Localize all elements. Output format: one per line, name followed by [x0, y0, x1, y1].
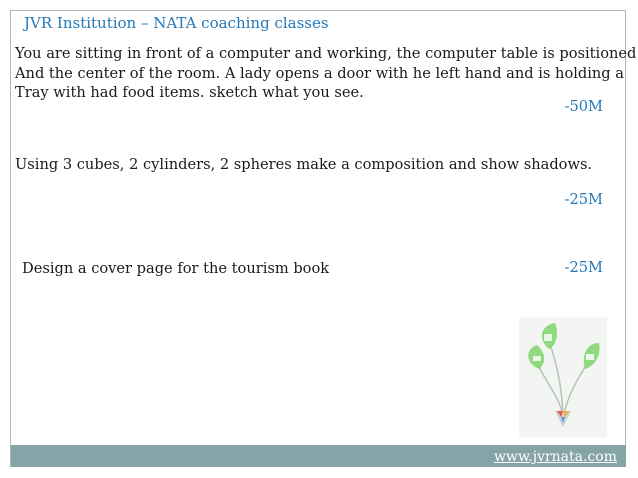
question-1: [15, 44, 636, 103]
plant-sprout-logo-icon: [519, 317, 607, 437]
question-1-line: You are sitting in front of a computer and working, the computer table is positioned: [15, 45, 637, 62]
question-3-marks: -25M: [564, 259, 603, 276]
question-1-line: Tray with had food items. sketch what you see.: [15, 84, 364, 101]
question-3: Design a cover page for the tourism book: [22, 260, 330, 277]
website-link[interactable]: www.jvrnata.com: [493, 449, 617, 465]
question-1-marks: -50M: [564, 98, 603, 115]
page-title: JVR Institution – NATA coaching classes: [24, 14, 329, 32]
question-2: Using 3 cubes, 2 cylinders, 2 spheres make a composition and show shadows.: [15, 156, 593, 173]
footer-bar: [11, 445, 626, 467]
question-2-marks: -25M: [564, 191, 603, 208]
question-1-line: And the center of the room. A lady opens a door with he left hand and is holding a: [15, 64, 624, 82]
